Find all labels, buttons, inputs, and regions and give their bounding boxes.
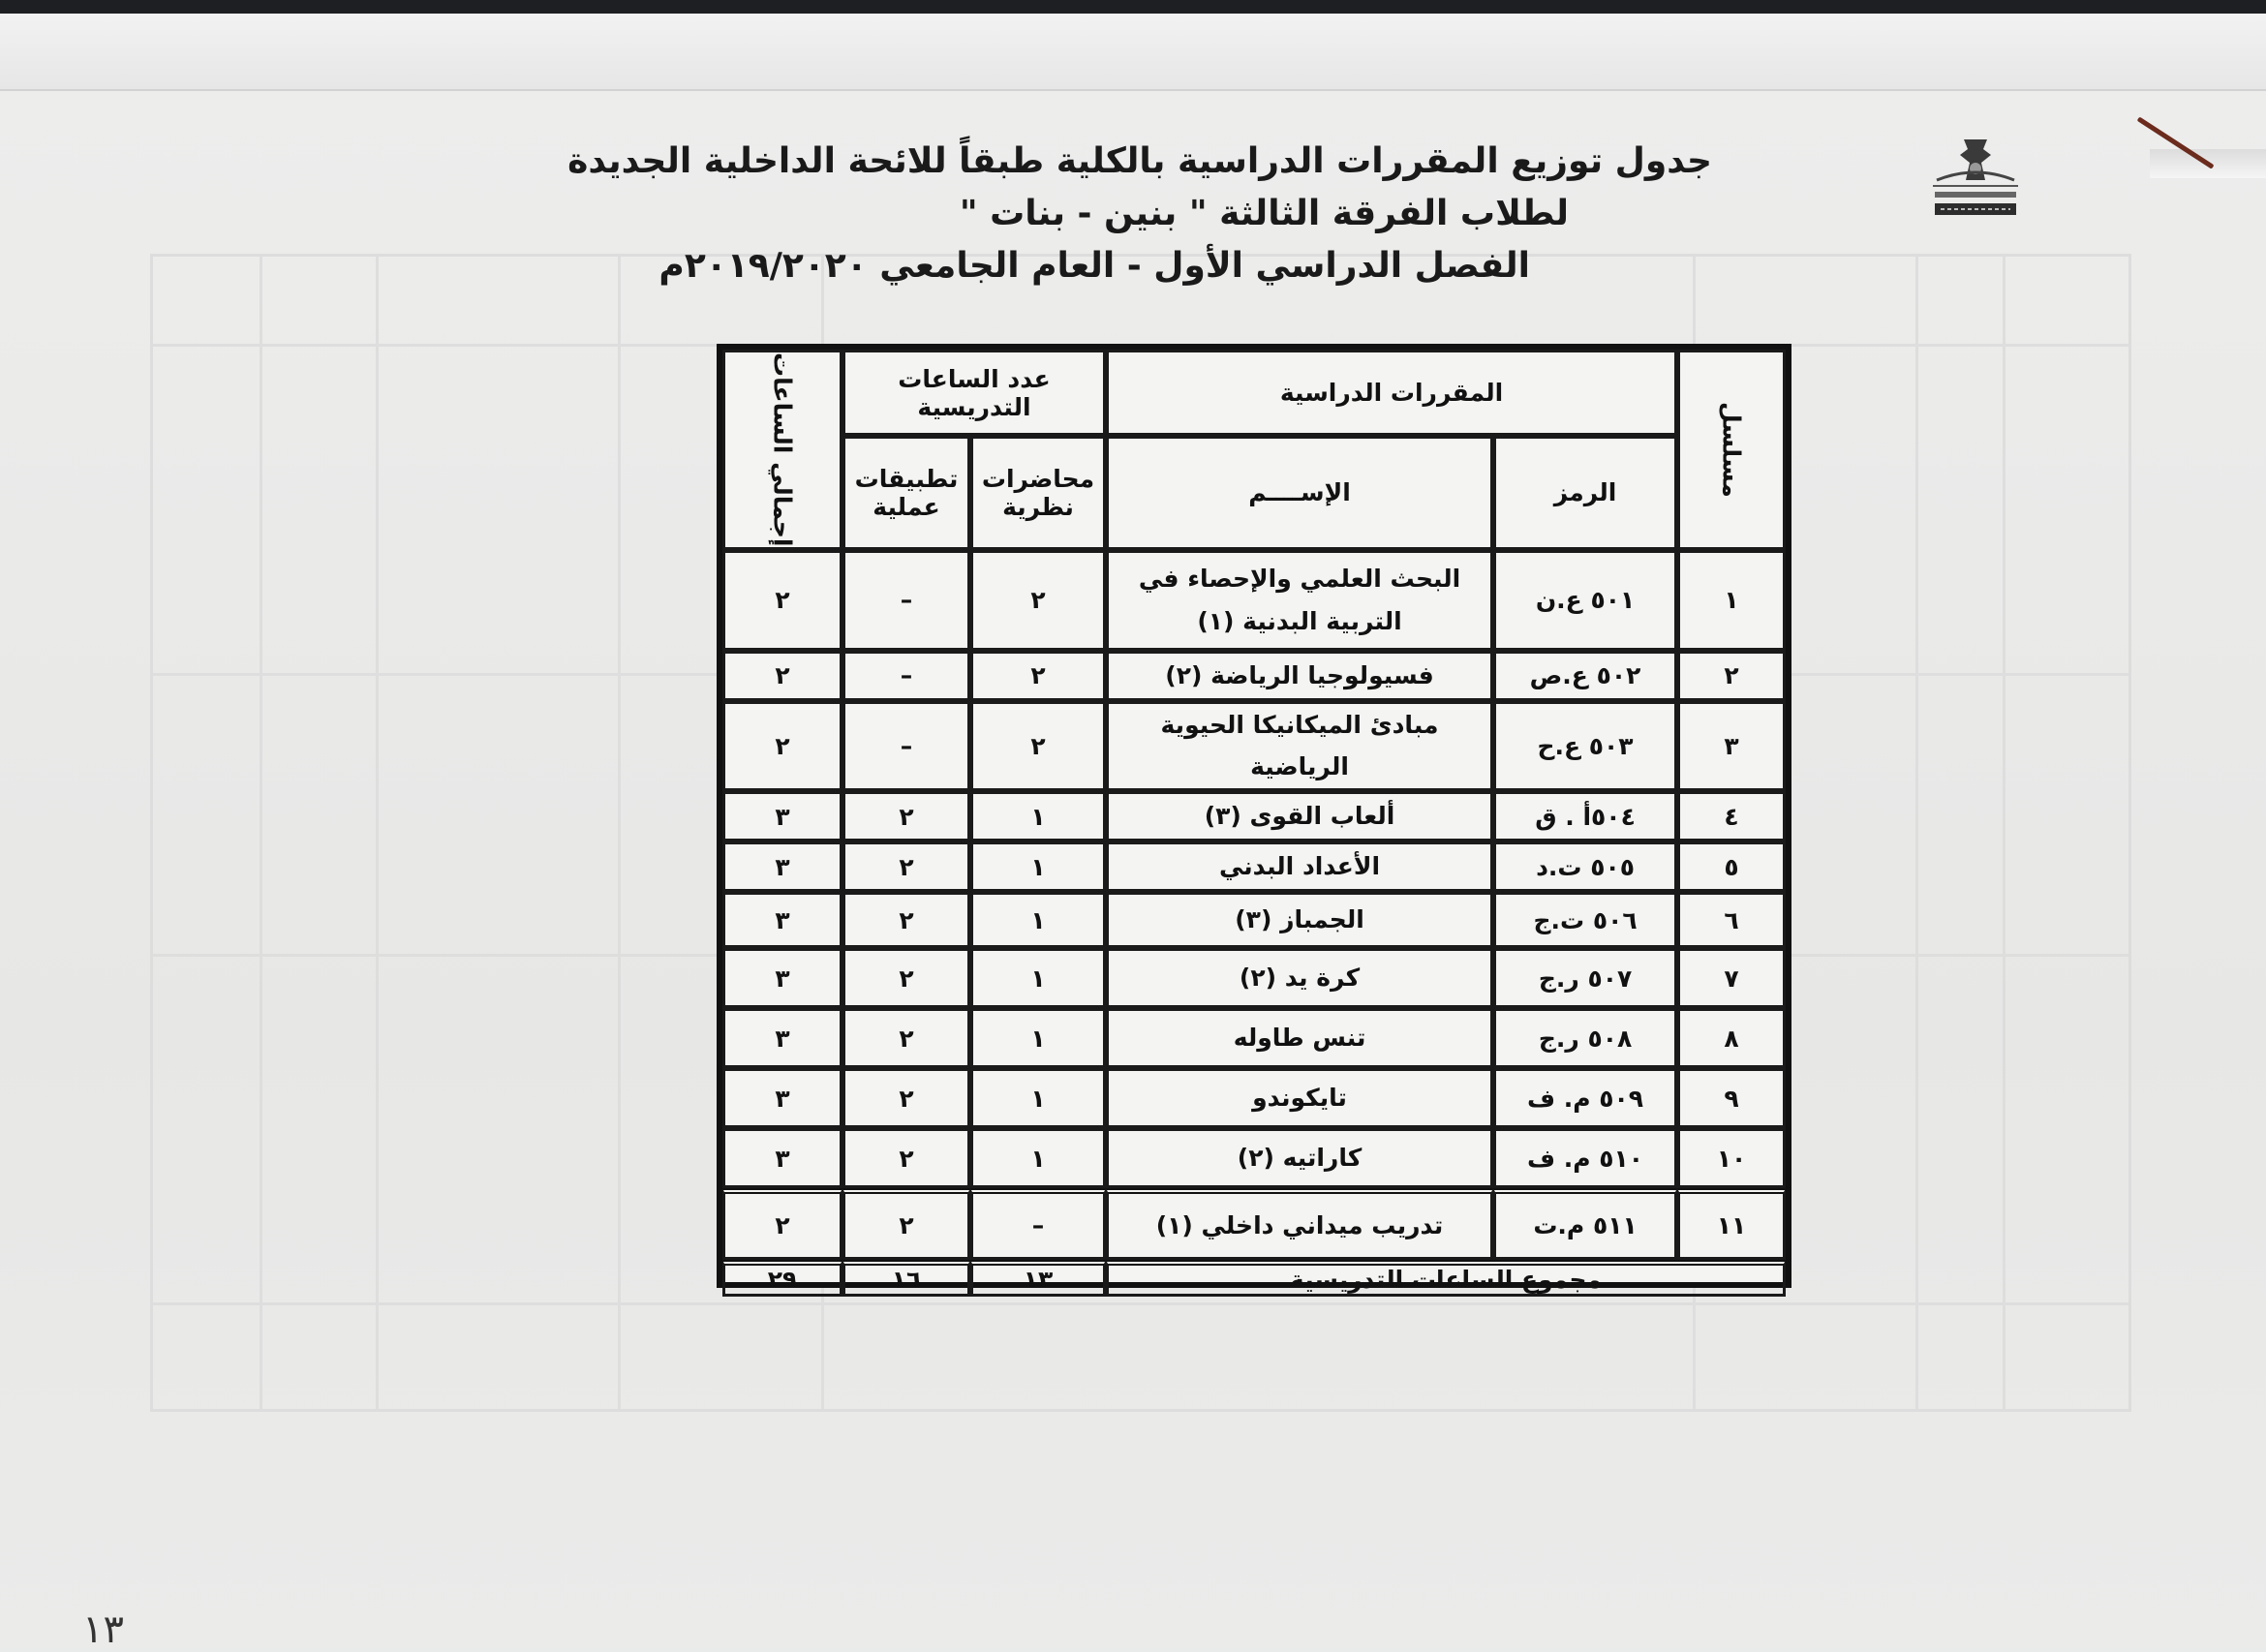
lectures-cell: ١ [970,1008,1106,1068]
practical-cell: ٢ [842,1008,970,1068]
total-cell: ٣ [722,892,842,948]
name-cell: تدريب ميداني داخلي (١) [1106,1188,1493,1260]
total-cell: ٣ [722,1128,842,1188]
serial-cell: ٣ [1677,701,1786,792]
header-name: الإســــم [1106,436,1493,549]
ghost-line [2003,257,2006,1409]
ghost-line [376,257,379,1409]
total-cell: ٢ [722,701,842,792]
code-cell: ٥٠٤أ . ق [1493,791,1677,841]
name-cell: كرة يد (٢) [1106,948,1493,1008]
header-lectures: محاضرات نظرية [970,436,1106,549]
header-courses: المقررات الدراسية [1106,350,1677,436]
page-number: ١٣ [82,1607,124,1652]
code-cell: ٥٠٦ ت.ج [1493,892,1677,948]
totals-label: مجموع الساعات التدريسية [1106,1260,1786,1297]
totals-row [722,1260,1786,1297]
total-cell: ٣ [722,948,842,1008]
lectures-cell: – [970,1188,1106,1260]
name-cell: الجمباز (٣) [1106,892,1493,948]
lectures-cell: ١ [970,1068,1106,1128]
total-cell: ٣ [722,1008,842,1068]
serial-cell: ١٠ [1677,1128,1786,1188]
name-cell: الأعداد البدني [1106,841,1493,892]
name-cell: فسيولوجيا الرياضة (٢) [1106,651,1493,701]
course-distribution-table [717,344,1791,1294]
name-cell: تايكوندو [1106,1068,1493,1128]
practical-cell: ٢ [842,1068,970,1128]
ghost-line [260,257,262,1409]
code-cell: ٥٠٩ م. ف [1493,1068,1677,1128]
practical-cell: – [842,701,970,792]
name-cell: كاراتيه (٢) [1106,1128,1493,1188]
serial-cell: ٥ [1677,841,1786,892]
totals-total: ٢٩ [722,1260,842,1297]
serial-cell: ٤ [1677,791,1786,841]
practical-cell: – [842,550,970,651]
ghost-line [153,1302,2128,1305]
name-cell: ألعاب القوى (٣) [1106,791,1493,841]
university-emblem-icon [1927,136,2024,225]
serial-cell: ١ [1677,550,1786,651]
serial-cell: ٧ [1677,948,1786,1008]
serial-cell: ٢ [1677,651,1786,701]
table-row [722,841,1786,892]
document-title: جدول توزيع المقررات الدراسية بالكلية طبقاً للائحة الداخلية الجديدة [567,141,1712,181]
practical-cell: ٢ [842,791,970,841]
lectures-cell: ١ [970,841,1106,892]
table-row [722,1068,1786,1128]
total-cell: ٣ [722,791,842,841]
courses-table [722,350,1786,1297]
total-cell: ٢ [722,651,842,701]
practical-cell: ٢ [842,892,970,948]
header-hours: عدد الساعات التدريسية [842,350,1106,436]
table-row [722,948,1786,1008]
lectures-cell: ١ [970,1128,1106,1188]
total-cell: ٢ [722,550,842,651]
name-cell: مبادئ الميكانيكا الحيوية الرياضية [1106,701,1493,792]
serial-cell: ٨ [1677,1008,1786,1068]
name-cell: تنس طاوله [1106,1008,1493,1068]
serial-cell: ٦ [1677,892,1786,948]
practical-cell: ٢ [842,841,970,892]
lectures-cell: ١ [970,892,1106,948]
table-row [722,1188,1786,1260]
header-practical: تطبيقات عملية [842,436,970,549]
practical-cell: – [842,651,970,701]
table-row [722,701,1786,792]
serial-cell: ٩ [1677,1068,1786,1128]
ghost-line [618,257,621,1409]
name-cell: البحث العلمي والإحصاء في التربية البدنية (١) [1106,550,1493,651]
document-subtitle: لطلاب الفرقة الثالثة " بنين - بنات " [959,194,1569,233]
total-cell: ٣ [722,1068,842,1128]
total-cell: ٣ [722,841,842,892]
lectures-cell: ٢ [970,701,1106,792]
table-row [722,892,1786,948]
table-row [722,791,1786,841]
scan-top-border [0,0,2266,14]
table-row [722,651,1786,701]
practical-cell: ٢ [842,948,970,1008]
total-cell: ٢ [722,1188,842,1260]
scan-background [0,14,2266,91]
totals-practical: ١٦ [842,1260,970,1297]
lectures-cell: ١ [970,948,1106,1008]
code-cell: ٥٠٣ ع.ح [1493,701,1677,792]
ghost-line [1915,257,1918,1409]
lectures-cell: ٢ [970,550,1106,651]
header-code: الرمز [1493,436,1677,549]
lectures-cell: ١ [970,791,1106,841]
serial-cell: ١١ [1677,1188,1786,1260]
table-row [722,1008,1786,1068]
code-cell: ٥٠٧ ر.ج [1493,948,1677,1008]
table-row [722,550,1786,651]
practical-cell: ٢ [842,1188,970,1260]
header-serial: مسلسل [1677,350,1786,550]
code-cell: ٥٠٨ ر.ج [1493,1008,1677,1068]
totals-lectures: ١٣ [970,1260,1106,1297]
code-cell: ٥٠١ ع.ن [1493,550,1677,651]
code-cell: ٥١١ م.ت [1493,1188,1677,1260]
code-cell: ٥٠٥ ت.د [1493,841,1677,892]
table-row [722,1128,1786,1188]
code-cell: ٥٠٢ ع.ص [1493,651,1677,701]
semester-line: الفصل الدراسي الأول - العام الجامعي ٢٠١٩/٢٠٢٠م [658,246,1530,286]
practical-cell: ٢ [842,1128,970,1188]
lectures-cell: ٢ [970,651,1106,701]
header-total-hours: إجمالي الساعات [722,350,842,550]
code-cell: ٥١٠ م. ف [1493,1128,1677,1188]
